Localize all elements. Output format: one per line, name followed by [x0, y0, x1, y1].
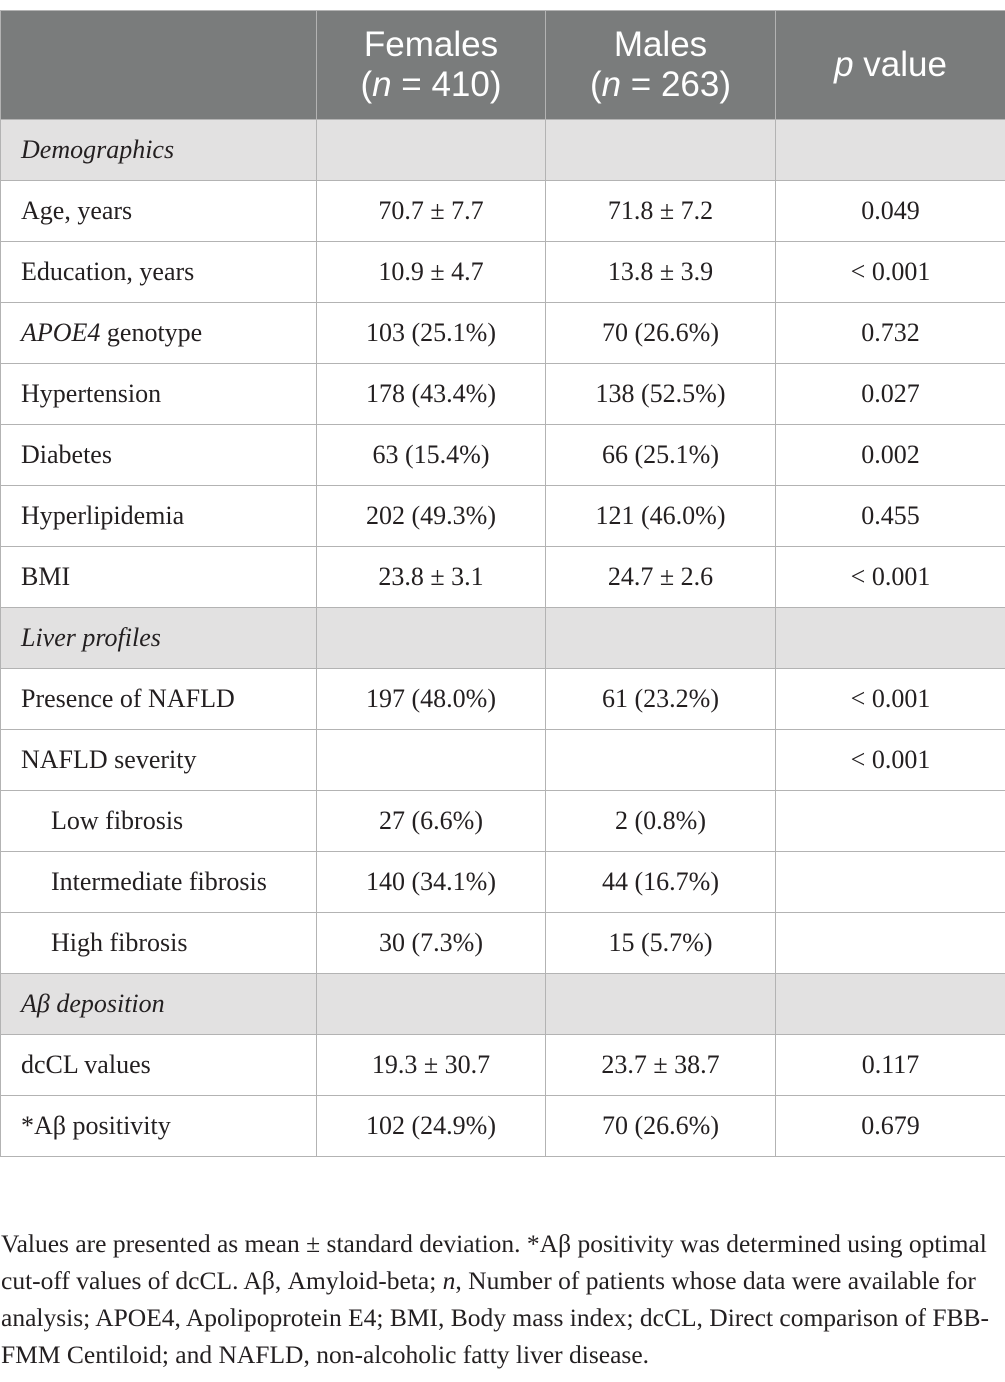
females-value: 19.3 ± 30.7 — [317, 1035, 546, 1096]
row-label: Demographics — [1, 120, 317, 181]
table-row — [1, 1096, 1005, 1157]
females-value: 30 (7.3%) — [317, 913, 546, 974]
p-value: 0.049 — [776, 181, 1005, 242]
p-value: 0.002 — [776, 425, 1005, 486]
characteristics-table — [0, 10, 1005, 1157]
header-empty-cell — [1, 11, 317, 120]
row-label: Hyperlipidemia — [1, 486, 317, 547]
males-value: 15 (5.7%) — [546, 913, 776, 974]
p-value: 0.027 — [776, 364, 1005, 425]
males-value: 70 (26.6%) — [546, 1096, 776, 1157]
table-row — [1, 364, 1005, 425]
females-value: 23.8 ± 3.1 — [317, 547, 546, 608]
p-value: 0.117 — [776, 1035, 1005, 1096]
row-label: NAFLD severity — [1, 730, 317, 791]
header-females — [317, 11, 546, 120]
row-label: Hypertension — [1, 364, 317, 425]
males-value — [546, 974, 776, 1035]
p-value — [776, 608, 1005, 669]
males-value: 138 (52.5%) — [546, 364, 776, 425]
females-value: 202 (49.3%) — [317, 486, 546, 547]
p-value: 0.732 — [776, 303, 1005, 364]
table-row — [1, 303, 1005, 364]
p-value — [776, 913, 1005, 974]
females-value: 103 (25.1%) — [317, 303, 546, 364]
table-row — [1, 1035, 1005, 1096]
header-p-value: p value — [776, 11, 1005, 120]
header-males-label: Males — [613, 25, 708, 64]
females-value — [317, 120, 546, 181]
table-row — [1, 730, 1005, 791]
table-row — [1, 852, 1005, 913]
header-females-label: Females — [363, 25, 499, 64]
row-label: Intermediate fibrosis — [1, 852, 317, 913]
table-row — [1, 669, 1005, 730]
table-row — [1, 425, 1005, 486]
p-value: < 0.001 — [776, 547, 1005, 608]
section-row — [1, 120, 1005, 181]
males-value: 24.7 ± 2.6 — [546, 547, 776, 608]
row-label: APOE4 genotype — [1, 303, 317, 364]
females-value: 63 (15.4%) — [317, 425, 546, 486]
females-value — [317, 974, 546, 1035]
row-label: High fibrosis — [1, 913, 317, 974]
row-label: BMI — [1, 547, 317, 608]
p-value: 0.679 — [776, 1096, 1005, 1157]
table-header-row — [1, 11, 1005, 120]
p-value — [776, 852, 1005, 913]
males-value — [546, 730, 776, 791]
p-value: 0.455 — [776, 486, 1005, 547]
females-value: 178 (43.4%) — [317, 364, 546, 425]
females-value — [317, 730, 546, 791]
section-row — [1, 608, 1005, 669]
p-value — [776, 791, 1005, 852]
row-label: Diabetes — [1, 425, 317, 486]
table-row — [1, 181, 1005, 242]
females-value: 102 (24.9%) — [317, 1096, 546, 1157]
females-value: 197 (48.0%) — [317, 669, 546, 730]
males-value: 61 (23.2%) — [546, 669, 776, 730]
females-value: 27 (6.6%) — [317, 791, 546, 852]
table-row — [1, 242, 1005, 303]
males-value: 70 (26.6%) — [546, 303, 776, 364]
table-row — [1, 547, 1005, 608]
header-males — [546, 11, 776, 120]
males-value — [546, 120, 776, 181]
males-value: 71.8 ± 7.2 — [546, 181, 776, 242]
p-value — [776, 974, 1005, 1035]
p-value: < 0.001 — [776, 730, 1005, 791]
row-label: Presence of NAFLD — [1, 669, 317, 730]
p-value — [776, 120, 1005, 181]
row-label: Education, years — [1, 242, 317, 303]
females-value — [317, 608, 546, 669]
females-value: 70.7 ± 7.7 — [317, 181, 546, 242]
row-label: Aβ deposition — [1, 974, 317, 1035]
females-value: 10.9 ± 4.7 — [317, 242, 546, 303]
row-label: Age, years — [1, 181, 317, 242]
row-label: dcCL values — [1, 1035, 317, 1096]
row-label: Liver profiles — [1, 608, 317, 669]
males-value — [546, 608, 776, 669]
table-row — [1, 913, 1005, 974]
males-value: 13.8 ± 3.9 — [546, 242, 776, 303]
males-value: 23.7 ± 38.7 — [546, 1035, 776, 1096]
row-label: *Aβ positivity — [1, 1096, 317, 1157]
p-value: < 0.001 — [776, 669, 1005, 730]
row-label: Low fibrosis — [1, 791, 317, 852]
table-row — [1, 791, 1005, 852]
males-value: 2 (0.8%) — [546, 791, 776, 852]
males-value: 121 (46.0%) — [546, 486, 776, 547]
table-row — [1, 486, 1005, 547]
females-value: 140 (34.1%) — [317, 852, 546, 913]
section-row — [1, 974, 1005, 1035]
header-females-n: (n = 410) — [360, 65, 502, 104]
males-value: 66 (25.1%) — [546, 425, 776, 486]
p-value: < 0.001 — [776, 242, 1005, 303]
table-footnote: Values are presented as mean ± standard deviation. *Aβ positivity was determined using optimal cut-off values of dcCL. Aβ, Amyloid-beta; n, Number of patients whose data were available for analysis; APOE4, Apolipoprotein E4; BMI, Body mass index; dcCL, Direct comparison of FBB-FMM Centiloid; and NAFLD, non-alcoholic fatty liver disease. — [1, 1229, 990, 1369]
header-males-n: (n = 263) — [589, 65, 732, 104]
males-value: 44 (16.7%) — [546, 852, 776, 913]
